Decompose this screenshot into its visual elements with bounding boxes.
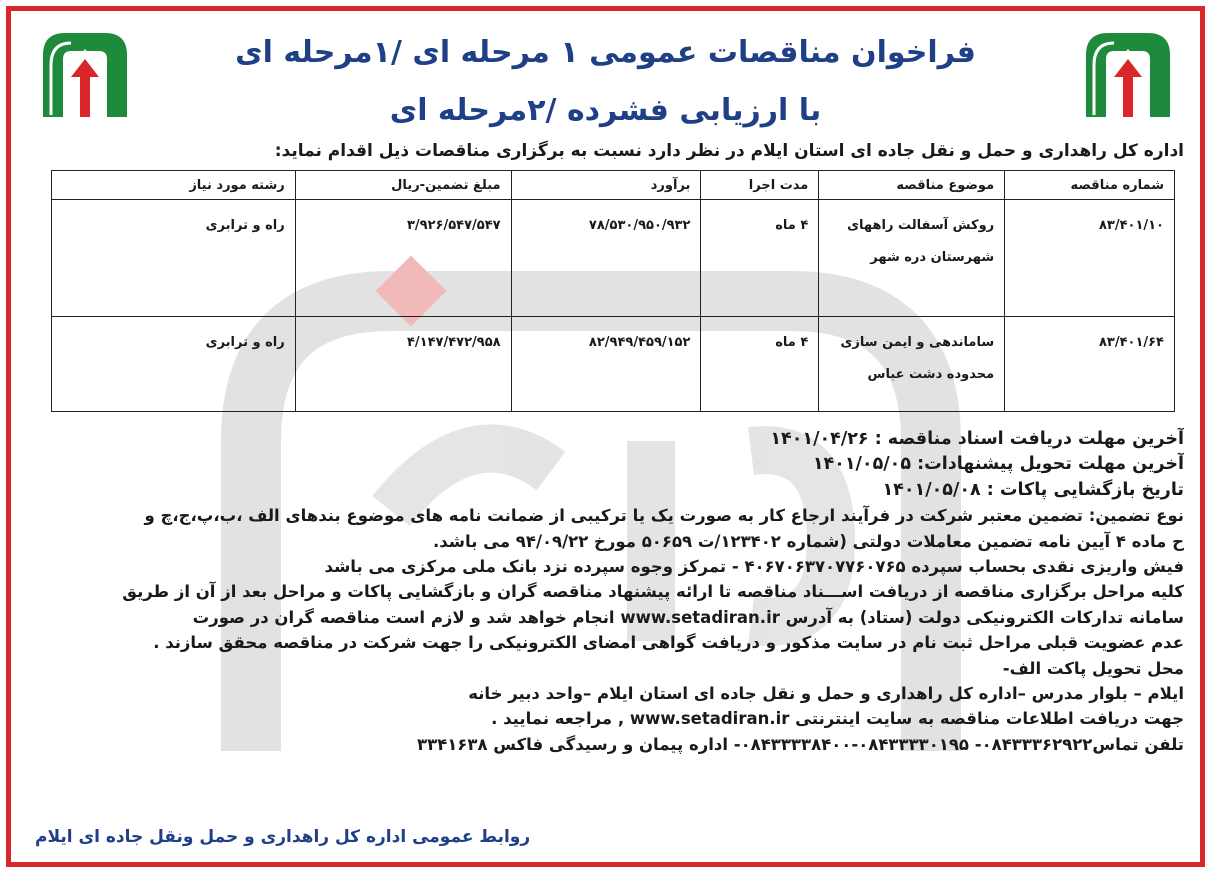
cell-duration: ۴ ماه: [701, 317, 819, 412]
subject-line: ساماندهی و ایمن سازی: [840, 335, 995, 350]
road-maintenance-emblem-icon: [31, 21, 139, 129]
table-row: [52, 317, 1175, 412]
website-link[interactable]: www.setadiran.ir: [620, 607, 780, 627]
intro-text: اداره کل راهداری و حمل و نقل جاده ای استان ایلام در نظر دارد نسبت به برگزاری مناقصات ذیل اقدام نماید:: [274, 141, 1184, 161]
stages-text-part: سامانه تدارکات الکترونیکی دولت (ستاد) به آدرس: [785, 607, 1184, 627]
header-cell-guarantee: مبلغ تضمین-ریال: [295, 171, 511, 200]
guarantee-text: نوع تضمین: تضمین معتبر شرکت در فرآیند ارجاع کار به صورت یک یا ترکیبی از ضمانت نامه های موضوع بندهای الف ،ب،پ،ج،چ و: [144, 506, 1184, 526]
notice-body: [27, 427, 1184, 757]
cell-subject: [819, 200, 1005, 317]
cell-estimate: ۸۲/۹۴۹/۴۵۹/۱۵۲: [511, 317, 701, 412]
cell-number: ۸۳/۴۰۱/۶۴: [1005, 317, 1175, 412]
stages-text-part: انجام خواهد شد و لازم است مناقصه گران در صورت: [192, 607, 615, 627]
cell-duration: ۴ ماه: [701, 200, 819, 317]
deadline-offers: آخرین مهلت تحویل پیشنهادات: ۱۴۰۱/۰۵/۰۵: [812, 454, 1184, 475]
cell-guarantee: ۳/۹۲۶/۵۴۷/۵۴۷: [295, 200, 511, 317]
info-text-part: , مراجعه نمایید .: [491, 709, 625, 729]
stages-text: کلیه مراحل برگزاری مناقصه از دریافت اســـناد مناقصه تا ارائه پیشنهاد مناقصه گران و بازگشایی پاکات و مراحل بعد از آن از طریق: [122, 582, 1184, 602]
table-row: [52, 200, 1175, 317]
cell-estimate: ۷۸/۵۳۰/۹۵۰/۹۳۲: [511, 200, 701, 317]
cell-field: راه و ترابری: [52, 200, 296, 317]
subject-line: محدوده دشت عباس: [867, 367, 995, 382]
deposit-text: فیش واریزی نقدی بحساب سپرده ۴۰۶۷۰۶۳۷۰۷۷۶۰۷۶۵ - تمرکز وجوه سپرده نزد بانک ملی مرکزی می باشد: [324, 557, 1184, 577]
opening-date: تاریخ بازگشایی پاکات : ۱۴۰۱/۰۵/۰۸: [882, 479, 1184, 500]
public-relations-signature: روابط عمومی اداره کل راهداری و حمل ونقل جاده ای ایلام: [35, 827, 531, 847]
deadline-documents: آخرین مهلت دریافت اسناد مناقصه : ۱۴۰۱/۰۴/۲۶: [770, 429, 1184, 449]
notice-document: [11, 11, 1200, 862]
delivery-label: محل تحویل پاکت الف-: [1002, 658, 1184, 678]
subject-line: شهرستان دره شهر: [870, 250, 995, 265]
subject-line: روکش آسفالت راههای: [847, 218, 995, 233]
tenders-table: [51, 170, 1175, 412]
page-subtitle: با ارزیابی فشرده /۲مرحله ای: [389, 93, 822, 128]
header-cell-subject: موضوع مناقصه: [819, 171, 1005, 200]
info-text: [27, 706, 1184, 731]
header-cell-field: رشته مورد نیاز: [52, 171, 296, 200]
cell-number: ۸۳/۴۰۱/۱۰: [1005, 200, 1175, 317]
stages-text: عدم عضویت قبلی مراحل ثبت نام در سایت مذکور و دریافت گواهی امضای الکترونیکی را جهت شرکت در مناقصه محقق سازند .: [153, 633, 1184, 653]
contact-text: تلفن تماس۰۸۴۳۳۳۶۲۹۲۲- ۰۸۴۳۳۳۳۰۱۹۵-۰۸۴۳۳۳۳۸۴۰۰- اداره پیمان و رسیدگی فاکس ۳۳۴۱۶۳۸: [417, 734, 1184, 754]
website-link[interactable]: www.setadiran.ir: [629, 709, 790, 729]
cell-field: راه و ترابری: [52, 317, 296, 412]
guarantee-text: ح ماده ۴ آیین نامه تضمین معاملات دولتی (شماره ۱۲۳۴۰۲/ت ۵۰۶۵۹ مورخ ۹۴/۰۹/۲۲ می باشد.: [432, 531, 1184, 551]
page-frame: [6, 6, 1205, 867]
header-cell-estimate: برآورد: [511, 171, 701, 200]
header-cell-duration: مدت اجرا: [701, 171, 819, 200]
info-text-part: جهت دریافت اطلاعات مناقصه به سایت اینترنتی: [795, 709, 1184, 729]
road-maintenance-emblem-icon: [1074, 21, 1182, 129]
address-text: ایلام – بلوار مدرس –اداره کل راهداری و حمل و نقل جاده ای استان ایلام –واحد دبیر خانه: [468, 684, 1184, 704]
table-header-row: [52, 171, 1175, 200]
cell-subject: [819, 317, 1005, 412]
stages-text: [27, 605, 1184, 630]
header-cell-number: شماره مناقصه: [1005, 171, 1175, 200]
cell-guarantee: ۴/۱۴۷/۴۷۲/۹۵۸: [295, 317, 511, 412]
page-title: فراخوان مناقصات عمومی ۱ مرحله ای /۱مرحله ای: [235, 35, 976, 70]
